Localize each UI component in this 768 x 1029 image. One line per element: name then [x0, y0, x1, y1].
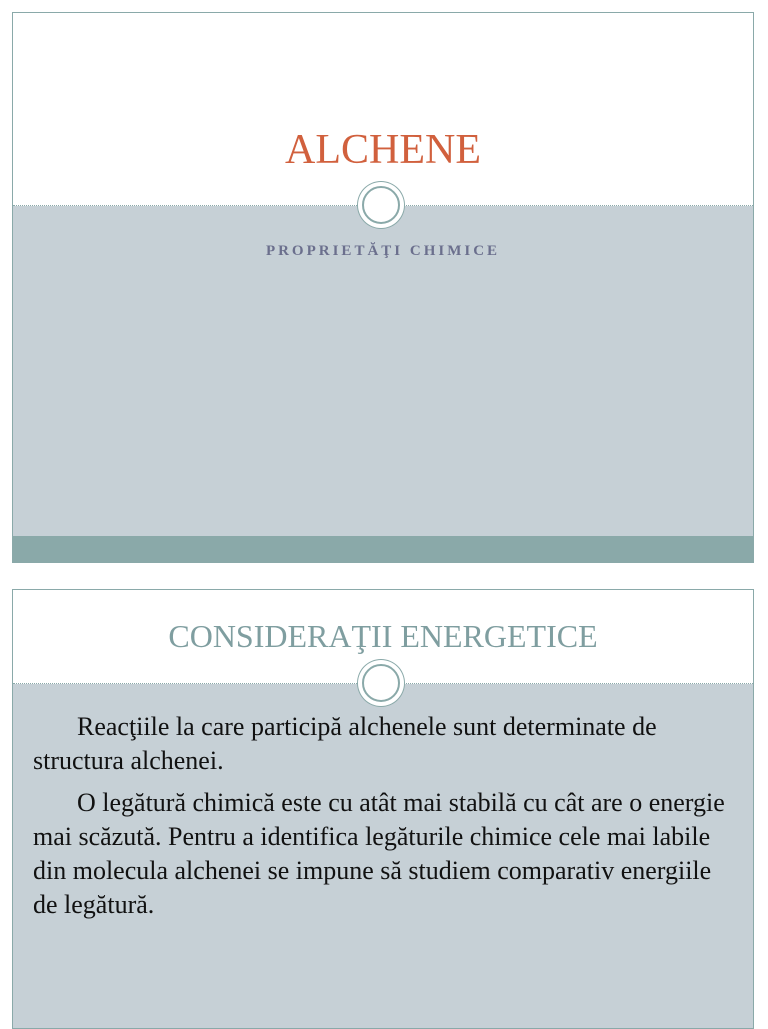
slide-body [33, 710, 733, 930]
bottom-band [13, 536, 753, 562]
slide-heading: CONSIDERAŢII ENERGETICE [168, 618, 598, 654]
body-paragraph: Reacţiile la care participă alchenele sunt determinate de structura alchenei. [33, 712, 657, 775]
ring-ornament-icon [362, 186, 400, 224]
ring-ornament-icon [362, 664, 400, 702]
slide-title-header [13, 13, 753, 206]
body-paragraph: O legătură chimică este cu atât mai stabilă cu cât are o energie mai scăzută. Pentru a identifica legăturile chimice cele mai labile din molecula alchenei se impune să studiem comparativ energiile de legătură. [33, 788, 725, 919]
slide-subtitle: PROPRIETĂŢI CHIMICE [265, 243, 501, 259]
slide-main-title: ALCHENE [285, 127, 481, 173]
slide-content [12, 589, 754, 1029]
slide-title [12, 12, 754, 563]
